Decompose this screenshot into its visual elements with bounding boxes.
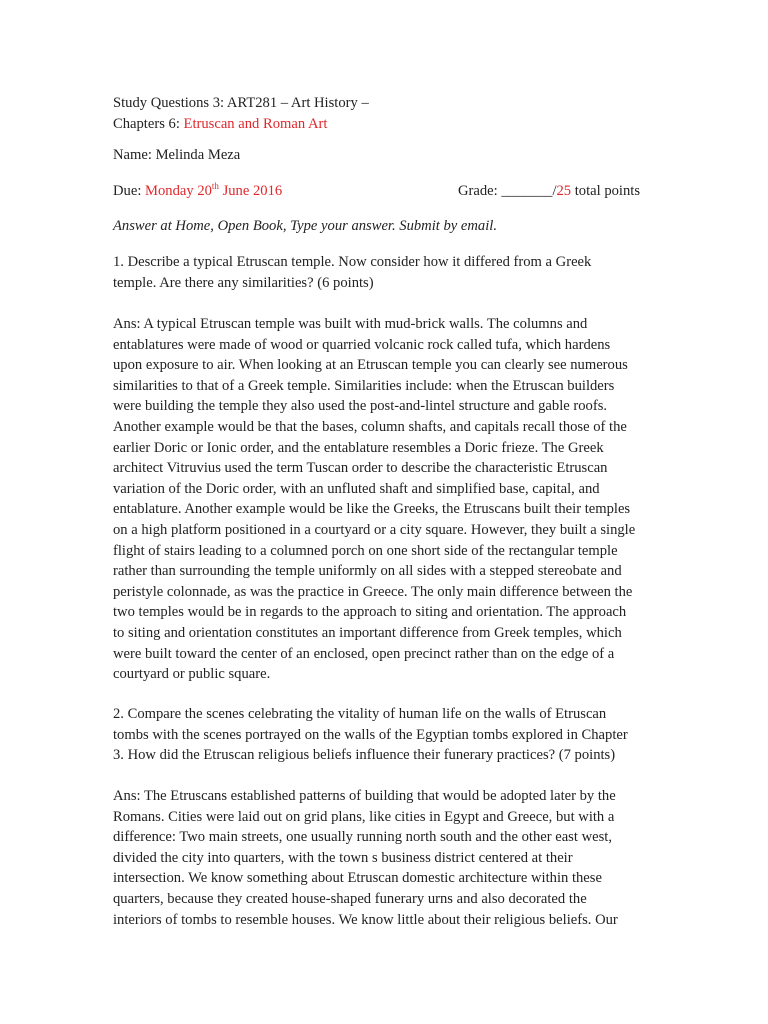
grade-suffix: total points — [571, 183, 641, 199]
answer-line: interiors of tombs to resemble houses. We know little about their religious beliefs. Our — [113, 911, 618, 928]
answer-line: architect Vitruvius used the term Tuscan order to describe the characteristic Etruscan — [113, 460, 608, 477]
question-line: 2. Compare the scenes celebrating the vitality of human life on the walls of Etruscan — [113, 706, 607, 722]
answer-line: peristyle colonnade, as was the practice in Greece. The only main difference between the — [113, 583, 633, 600]
instructions: Answer at Home, Open Book, Type your answer. Submit by email. — [113, 218, 497, 234]
grade-line — [458, 181, 640, 202]
answer-line: entablature. Another example would be like the Greeks, the Etruscans built their temples — [113, 501, 631, 518]
answer-2 — [113, 786, 618, 930]
student-name-line — [113, 145, 240, 166]
question-line: tombs with the scenes portrayed on the walls of the Egyptian tombs explored in Chapter — [113, 726, 628, 743]
answer-line: similarities to that of a Greek temple. Similarities include: when the Etruscan builders — [113, 377, 615, 394]
answer-line: quarters, because they created house-shaped funerary urns and also decorated the — [113, 890, 587, 907]
chapter-topic: Etruscan and Roman Art — [183, 115, 328, 132]
grade-blank: _______/ — [501, 183, 557, 199]
answer-line: flight of stairs leading to a columned porch on one short side of the rectangular temple — [113, 542, 618, 559]
question-line: 1. Describe a typical Etruscan temple. Now consider how it differed from a Greek — [113, 254, 592, 270]
due-label: Due: — [113, 183, 146, 199]
answer-line: on a high platform positioned in a courtyard or a city square. However, they built a single — [113, 521, 636, 538]
student-name: Melinda Meza — [155, 147, 241, 163]
answer-line: were built toward the center of an enclosed, open precinct rather than on the edge of a — [113, 645, 615, 662]
chapter-line — [113, 114, 369, 135]
grade-points: 25 — [556, 183, 572, 199]
answer-line: Ans: A typical Etruscan temple was built with mud-brick walls. The columns and — [113, 316, 588, 332]
question-2 — [113, 704, 628, 766]
answer-line: Ans: The Etruscans established patterns of building that would be adopted later by the — [113, 788, 616, 804]
answer-line: rather than surrounding the temple uniformly on all sides with a stepped stereobate and — [113, 563, 622, 580]
answer-line: Another example would be that the bases, column shafts, and capitals recall those of the — [113, 418, 627, 435]
header-title — [113, 93, 369, 134]
name-label: Name: — [113, 147, 156, 163]
answer-line: two temples would be in regards to the approach to siting and orientation. The approach — [113, 604, 627, 621]
answer-1 — [113, 314, 635, 685]
answer-line: variation of the Doric order, with an unfluted shaft and simplified base, capital, and — [113, 480, 600, 497]
answer-line: earlier Doric or Ionic order, and the entablature resembles a Doric frieze. The Greek — [113, 439, 604, 456]
answer-line: to siting and orientation constitutes an important difference from Greek temples, which — [113, 624, 622, 641]
question-line: temple. Are there any similarities? (6 points) — [113, 274, 374, 291]
chapter-prefix: Chapters 6: — [113, 115, 184, 132]
course-line: Study Questions 3: ART281 – Art History – — [113, 95, 369, 111]
answer-line: entablatures were made of wood or quarried volcanic rock called tufa, which hardens — [113, 336, 611, 353]
answer-line: Romans. Cities were laid out on grid plans, like cities in Egypt and Greece, but with a — [113, 808, 615, 825]
answer-line: intersection. We know something about Etruscan domestic architecture within these — [113, 870, 602, 887]
question-line: 3. How did the Etruscan religious beliefs influence their funerary practices? (7 points) — [113, 747, 616, 764]
answer-line: were building the temple they also used the post-and-lintel structure and gable roofs. — [113, 398, 608, 415]
answer-line: difference: Two main streets, one usually running north south and the other east west, — [113, 829, 612, 846]
due-date: Monday 20th June 2016 — [145, 181, 283, 199]
answer-line: divided the city into quarters, with the town s business district centered at their — [113, 849, 573, 866]
grade-label: Grade: — [458, 183, 502, 199]
due-line — [113, 181, 282, 202]
question-1 — [113, 252, 591, 293]
answer-line: courtyard or public square. — [113, 666, 271, 683]
answer-line: upon exposure to air. When looking at an Etruscan temple you can clearly see numerous — [113, 357, 628, 374]
